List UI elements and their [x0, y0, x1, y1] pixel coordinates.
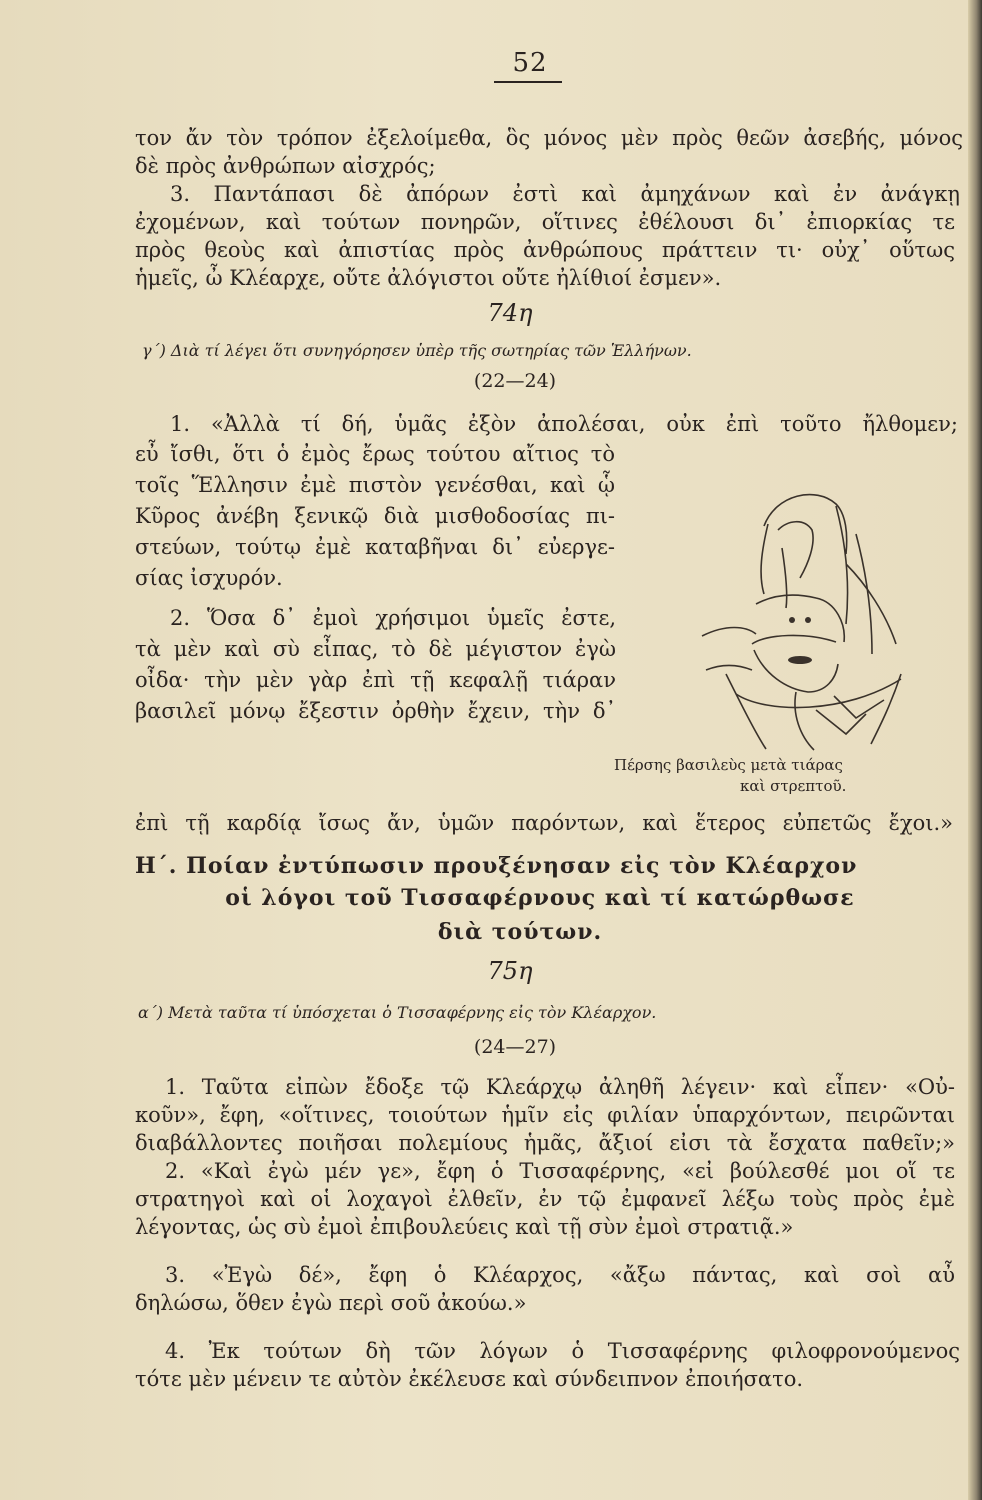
figure-caption: Πέρσης βασιλεὺς μετὰ τιάρας [614, 756, 843, 774]
text-line: εὖ ἴσθι, ὅτι ὁ ἐμὸς ἔρως τούτου αἴτιος τὸ [135, 442, 615, 466]
page-edge [968, 0, 982, 1500]
text-line: πρὸς θεοὺς καὶ ἀπιστίας πρὸς ἀνθρώπους πράττειν τι· οὐχ᾽ οὕτως [135, 238, 955, 262]
text-line: τότε μὲν μένειν τε αὐτὸν ἐκέλευσε καὶ σύνδειπνον ἐποιήσατο. [135, 1367, 804, 1391]
text-line: ἐχομένων, καὶ τούτων πονηρῶν, οἵτινες ἐθέλουσι δι᾽ ἐπιορκίας τε [135, 210, 955, 234]
section-heading: Η΄. Ποίαν ἐντύπωσιν προυξένησαν εἰς τὸν Κλέαρχον [135, 853, 858, 879]
persian-king-illustration [696, 474, 940, 760]
text-line: δηλώσω, ὅθεν ἐγὼ περὶ σοῦ ἀκούω.» [135, 1291, 527, 1315]
text-line: κοῦν», ἔφη, «οἵτινες, τοιούτων ἡμῖν εἰς φιλίαν ὑπαρχόντων, πειρῶνται [135, 1103, 955, 1127]
text-line: 1. Ταῦτα εἰπὼν ἔδοξε τῷ Κλεάρχῳ ἀληθῆ λέγειν· καὶ εἶπεν· «Οὐ- [165, 1075, 955, 1099]
text-line: Κῦρος ἀνέβη ξενικῷ διὰ μισθοδοσίας πι- [135, 504, 615, 528]
text-line: 3. «Ἐγὼ δέ», ἔφη ὁ Κλέαρχος, «ἄξω πάντας, καὶ σοὶ αὖ [165, 1263, 955, 1287]
lesson-number: 75η [487, 957, 533, 985]
text-line: 2. «Καὶ ἐγὼ μέν γε», ἔφη ὁ Τισσαφέρνης, «εἰ βούλεσθέ μοι οἵ τε [165, 1159, 955, 1183]
text-line: λέγοντας, ὡς σὺ ἐμοὶ ἐπιβουλεύεις καὶ τῇ σὺν ἐμοὶ στρατιᾷ.» [135, 1215, 794, 1239]
page-number-rule [494, 81, 562, 83]
lesson-number: 74η [487, 299, 533, 327]
text-line: στρατηγοὶ καὶ οἱ λοχαγοὶ ἐλθεῖν, ἐν τῷ ἐμφανεῖ λέξω τοὺς πρὸς ἐμὲ [135, 1187, 955, 1211]
text-line: 1. «Ἀλλὰ τί δή, ὑμᾶς ἐξὸν ἀπολέσαι, οὐκ ἐπὶ τοῦτο ἤλθομεν; [170, 412, 958, 436]
text-line: βασιλεῖ μόνῳ ἔξεστιν ὀρθὴν ἔχειν, τὴν δ᾽ [135, 699, 616, 723]
section-heading: οἱ λόγοι τοῦ Τισσαφέρνους καὶ τί κατώρθωσε [225, 885, 855, 911]
text-line: σίας ἰσχυρόν. [135, 566, 283, 590]
figure-caption: καὶ στρεπτοῦ. [740, 777, 847, 795]
text-line: τοῖς Ἕλλησιν ἐμὲ πιστὸν γενέσθαι, καὶ ᾧ [135, 473, 615, 497]
lesson-question: α΄) Μετὰ ταῦτα τί ὑπόσχεται ὁ Τισσαφέρνης εἰς τὸν Κλέαρχον. [138, 1003, 657, 1022]
text-reference: (22—24) [473, 370, 557, 392]
text-line: 4. Ἐκ τούτων δὴ τῶν λόγων ὁ Τισσαφέρνης φιλοφρονούμενος [165, 1339, 960, 1363]
text-line: στεύων, τούτῳ ἐμὲ καταβῆναι δι᾽ εὐεργε- [135, 535, 615, 559]
text-line: 2. Ὅσα δ᾽ ἐμοὶ χρήσιμοι ὑμεῖς ἐστε, [170, 606, 616, 630]
section-heading: διὰ τούτων. [437, 919, 603, 945]
text-reference: (24—27) [473, 1036, 557, 1058]
text-line: διαβάλλοντες ποιῆσαι πολεμίους ἡμᾶς, ἄξιοί εἰσι τὰ ἔσχατα παθεῖν;» [135, 1131, 955, 1155]
text-line: ἡμεῖς, ὦ Κλέαρχε, οὔτε ἀλόγιστοι οὔτε ἠλίθιοί ἐσμεν». [135, 266, 722, 290]
text-line: τον ἄν τὸν τρόπον ἐξελοίμεθα, ὃς μόνος μὲν πρὸς θεῶν ἀσεβής, μόνος [135, 126, 963, 150]
text-line: ἐπὶ τῇ καρδίᾳ ἴσως ἄν, ὑμῶν παρόντων, καὶ ἕτερος εὐπετῶς ἔχοι.» [135, 811, 953, 835]
text-line: τὰ μὲν καὶ σὺ εἶπας, τὸ δὲ μέγιστον ἐγὼ [135, 637, 616, 661]
text-line: 3. Παντάπασι δὲ ἀπόρων ἐστὶ καὶ ἀμηχάνων καὶ ἐν ἀνάγκῃ [170, 182, 960, 206]
page-number: 52 [512, 48, 548, 78]
lesson-question: γ΄) Διὰ τί λέγει ὅτι συνηγόρησεν ὑπὲρ τῆς σωτηρίας τῶν Ἑλλήνων. [142, 341, 692, 360]
text-line: δὲ πρὸς ἀνθρώπων αἰσχρός; [135, 154, 436, 178]
text-line: οἶδα· τὴν μὲν γὰρ ἐπὶ τῇ κεφαλῇ τιάραν [135, 668, 616, 692]
